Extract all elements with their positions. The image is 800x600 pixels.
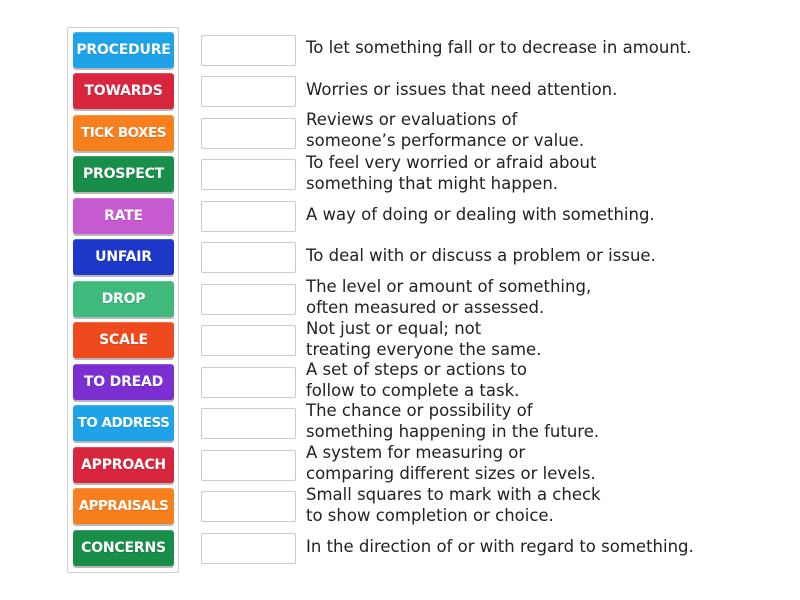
word-tile-to-dread[interactable]: TO DREAD (73, 364, 174, 400)
word-tile-tick-boxes[interactable]: TICK BOXES (73, 115, 174, 151)
definition-text: In the direction of or with regard to something. (306, 537, 694, 556)
word-tile-procedure[interactable]: PROCEDURE (73, 32, 174, 68)
word-tile-concerns[interactable]: CONCERNS (73, 530, 174, 566)
answer-drop-box[interactable] (201, 450, 296, 481)
answer-drop-box[interactable] (201, 118, 296, 149)
definition-text: A system for measuring or comparing different sizes or levels. (306, 443, 596, 483)
definition-text: To let something fall or to decrease in amount. (306, 38, 692, 57)
definition-text: A way of doing or dealing with something. (306, 205, 655, 224)
answer-drop-box[interactable] (201, 533, 296, 564)
word-tile-unfair[interactable]: UNFAIR (73, 239, 174, 275)
word-tile-to-address[interactable]: TO ADDRESS (73, 405, 174, 441)
answer-drop-box[interactable] (201, 242, 296, 273)
answer-drop-box[interactable] (201, 76, 296, 107)
word-tile-drop[interactable]: DROP (73, 281, 174, 317)
definition-text: The level or amount of something, often measured or assessed. (306, 277, 592, 317)
answer-drop-box[interactable] (201, 284, 296, 315)
answer-drop-box[interactable] (201, 35, 296, 66)
definition-text: Small squares to mark with a check to show completion or choice. (306, 485, 601, 525)
definition-text: Worries or issues that need attention. (306, 80, 618, 99)
answer-drop-box[interactable] (201, 491, 296, 522)
definition-text: Reviews or evaluations of someone’s performance or value. (306, 110, 585, 150)
definition-text: Not just or equal; not treating everyone the same. (306, 319, 542, 359)
definition-text: To deal with or discuss a problem or issue. (306, 246, 656, 265)
word-tile-approach[interactable]: APPROACH (73, 447, 174, 483)
answer-drop-box[interactable] (201, 367, 296, 398)
answer-drop-box[interactable] (201, 159, 296, 190)
definition-text: The chance or possibility of something happening in the future. (306, 401, 600, 441)
word-tile-appraisals[interactable]: APPRAISALS (73, 488, 174, 524)
word-tile-scale[interactable]: SCALE (73, 322, 174, 358)
answer-drop-box[interactable] (201, 325, 296, 356)
definition-text: To feel very worried or afraid about something that might happen. (306, 153, 597, 193)
word-tile-rate[interactable]: RATE (73, 198, 174, 234)
word-tile-prospect[interactable]: PROSPECT (73, 156, 174, 192)
definition-text: A set of steps or actions to follow to complete a task. (306, 360, 527, 400)
answer-drop-box[interactable] (201, 201, 296, 232)
word-tile-towards[interactable]: TOWARDS (73, 73, 174, 109)
answer-drop-box[interactable] (201, 408, 296, 439)
